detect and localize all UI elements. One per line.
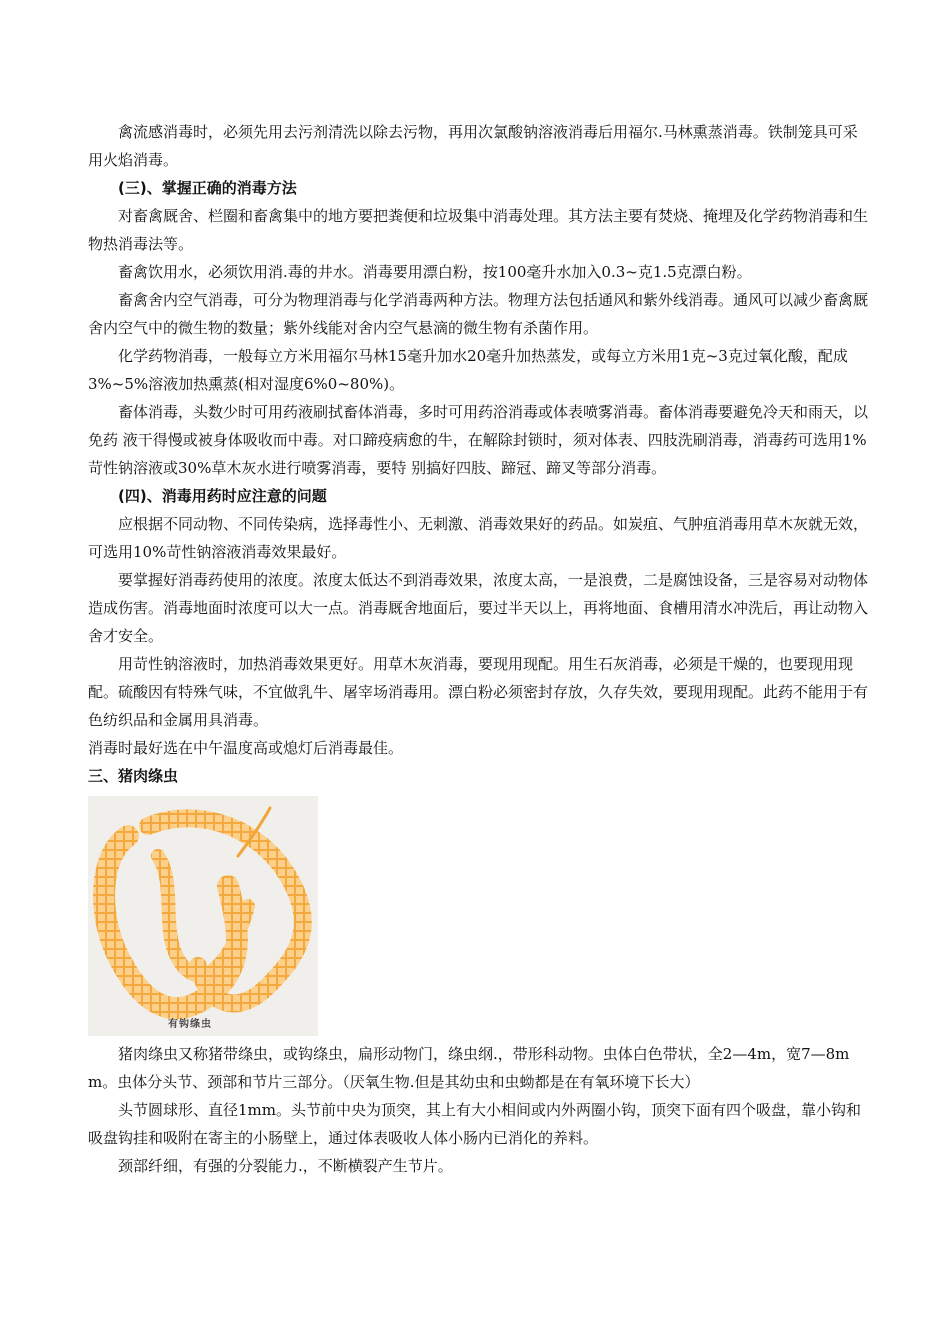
paragraph-timing: 消毒时最好选在中午温度高或熄灯后消毒最佳。: [88, 739, 404, 757]
tapeworm-illustration: [88, 796, 318, 1036]
paragraph-avian-flu: 禽流感消毒时，必须先用去污剂清洗以除去污物，再用次氯酸钠溶液消毒后用福尔.马林熏蒸消毒。铁制笼具可采用火焰消毒。: [88, 123, 858, 169]
paragraph-usage-notes: 用苛性钠溶液时，加热消毒效果更好。用草木灰消毒，要现用现配。用生石灰消毒，必须是干燥的，也要现用现配。硫酸因有特殊气味，不宜做乳牛、屠宰场消毒用。漂白粉必须密封存放，久存失效，要现用现配。此药不能用于有色纺织品和金属用具消毒。: [88, 655, 869, 729]
paragraph-neck: 颈部纤细，有强的分裂能力.，不断横裂产生节片。: [118, 1157, 453, 1175]
paragraph-chemical-disinfection: 化学药物消毒，一般每立方米用福尔马林15毫升加水20毫升加热蒸发，或每立方米用1克~3克过氧化酸，配成3%~5%溶液加热熏蒸(相对湿度6%0~80%)。: [88, 347, 848, 393]
heading-tapeworm: 三、猪肉绦虫: [88, 767, 179, 785]
paragraph-air-disinfection: 畜禽舍内空气消毒，可分为物理消毒与化学消毒两种方法。物理方法包括通风和紫外线消毒。通风可以减少畜禽厩舍内空气中的微生物的数量；紫外线能对舍内空气悬滴的微生物有杀菌作用。: [88, 291, 869, 337]
paragraph-drug-choice: 应根据不同动物、不同传染病，选择毒性小、无刺激、消毒效果好的药品。如炭疽、气肿疽消毒用草木灰就无效，可选用10%苛性钠溶液消毒效果最好。: [88, 515, 869, 561]
paragraph-scolex: 头节圆球形、直径1mm。头节前中央为顶突，其上有大小相间或内外两圈小钩，顶突下面有四个吸盘，靠小钩和吸盘钩挂和吸附在寄主的小肠壁上，通过体表吸收人体小肠内已消化的养料。: [88, 1101, 861, 1147]
tapeworm-image: [88, 796, 318, 1036]
heading-section-3: (三)、掌握正确的消毒方法: [118, 179, 297, 197]
paragraph-drinking-water: 畜禽饮用水，必须饮用消.毒的井水。消毒要用漂白粉，按100毫升水加入0.3~克1.5克漂白粉。: [118, 263, 752, 281]
document-page: [88, 118, 868, 1180]
paragraph-body-disinfection: 畜体消毒，头数少时可用药液刷拭畜体消毒，多时可用药浴消毒或体表喷雾消毒。畜体消毒要避免冷天和雨天，以免药 液干得慢或被身体吸收而中毒。对口蹄疫病愈的牛，在解除封锁时，须对体表、四肢洗刷消毒，消毒药可选用1%苛性钠溶液或30%草木灰水进行喷雾消毒，要特 别搞好四肢、蹄冠、蹄叉等部分消毒。: [88, 403, 869, 477]
paragraph-barn-disinfection: 对畜禽厩舍、栏圈和畜禽集中的地方要把粪便和垃圾集中消毒处理。其方法主要有焚烧、掩埋及化学药物消毒和生物热消毒法等。: [88, 207, 869, 253]
paragraph-tapeworm-intro: 猪肉绦虫又称猪带绦虫，或钩绦虫，扁形动物门，绦虫纲.，带形科动物。虫体白色带状，全2—4m，宽7—8mm。虫体分头节、颈部和节片三部分。（厌氧生物.但是其幼虫和虫蚴都是在有氧环境下长大）: [88, 1045, 850, 1091]
image-caption: 有钩绦虫: [168, 1019, 212, 1030]
paragraph-concentration: 要掌握好消毒药使用的浓度。浓度太低达不到消毒效果，浓度太高，一是浪费，二是腐蚀设备，三是容易对动物体造成伤害。消毒地面时浓度可以大一点。消毒厩舍地面后，要过半天以上，再将地面、食槽用清水冲洗后，再让动物入舍才安全。: [88, 571, 869, 645]
heading-section-4: (四)、消毒用药时应注意的问题: [118, 487, 327, 505]
